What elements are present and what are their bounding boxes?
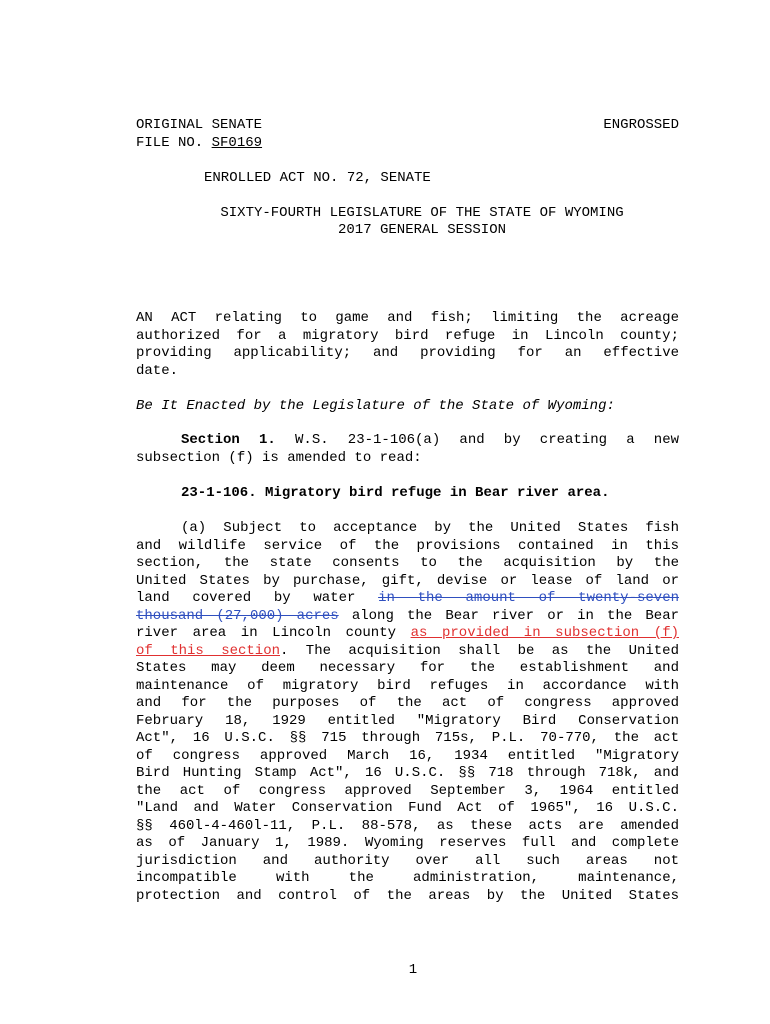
- body-line: section, the state consents to the acquisition by the: [136, 555, 679, 571]
- struck-text: thousand (27,000) acres: [136, 607, 339, 624]
- section-label: Section 1.: [181, 432, 276, 448]
- body-line: as of January 1, 1989. Wyoming reserves full and complete: [136, 835, 679, 851]
- section-1: [136, 432, 679, 467]
- act-title: [136, 310, 679, 380]
- legislature-line: SIXTY-FOURTH LEGISLATURE OF THE STATE OF WYOMING: [220, 205, 624, 221]
- body-line: protection and control of the areas by the United States: [136, 887, 679, 904]
- body-line: §§ 460l-4-460l-11, P.L. 88-578, as these acts are amended: [136, 817, 679, 834]
- body-line: (a) Subject to acceptance by the United States fish: [181, 520, 679, 536]
- page-number: 1: [408, 962, 418, 978]
- act-title-line: providing applicability; and providing for an effective: [136, 345, 679, 361]
- body-line: land covered by water in the amount of twenty-seven: [136, 590, 679, 606]
- body-line: February 18, 1929 entitled "Migratory Bird Conservation: [136, 712, 679, 729]
- body-line: the act of congress approved September 3, 1964 entitled: [136, 782, 679, 799]
- body-line: States may deem necessary for the establishment and: [136, 660, 679, 676]
- body-line: Bird Hunting Stamp Act", 16 U.S.C. §§ 718 through 718k, and: [136, 765, 679, 781]
- body-line: river area in Lincoln county as provided in subsection (f): [136, 625, 679, 641]
- file-number: SF0169: [211, 135, 263, 151]
- body-line: maintenance of migratory bird refuges in accordance with: [136, 677, 679, 694]
- body-line: and for the purposes of the act of congress approved: [136, 695, 679, 711]
- section-1-line: Section 1. W.S. 23-1-106(a) and by creating a new: [181, 432, 680, 448]
- act-title-line: date.: [136, 362, 179, 379]
- enrolled-act-line: ENROLLED ACT NO. 72, SENATE: [204, 170, 431, 186]
- body-line: Act", 16 U.S.C. §§ 715 through 715s, P.L. 70-770, the act: [136, 730, 679, 746]
- body-line: United States by purchase, gift, devise or lease of land or: [136, 572, 679, 589]
- statute-heading: 23-1-106. Migratory bird refuge in Bear river area.: [181, 485, 610, 501]
- body-line: jurisdiction and authority over all such areas not: [136, 852, 679, 869]
- body-line: "Land and Water Conservation Fund Act of 1965", 16 U.S.C.: [136, 800, 679, 816]
- body-line: of this section. The acquisition shall be as the United: [136, 642, 679, 659]
- original-senate-label: ORIGINAL SENATE: [136, 117, 263, 133]
- body-line: and wildlife service of the provisions contained in this: [136, 537, 679, 554]
- inserted-text: as provided in subsection (f): [410, 625, 679, 641]
- body-line: incompatible with the administration, maintenance,: [136, 870, 679, 886]
- struck-text: in the amount of twenty-seven: [378, 590, 679, 606]
- section-1-line: subsection (f) is amended to read:: [136, 449, 422, 466]
- body-line: of congress approved March 16, 1934 entitled "Migratory: [136, 747, 679, 764]
- body-line: thousand (27,000) acres along the Bear river or in the Bear: [136, 607, 679, 624]
- engrossed-label: ENGROSSED: [603, 117, 679, 133]
- inserted-text: of this section: [136, 642, 280, 659]
- act-title-line: authorized for a migratory bird refuge in Lincoln county;: [136, 327, 679, 344]
- act-title-line: AN ACT relating to game and fish; limiting the acreage: [136, 310, 679, 326]
- session-line: 2017 GENERAL SESSION: [337, 222, 507, 238]
- enacting-clause: Be It Enacted by the Legislature of the State of Wyoming:: [136, 398, 615, 414]
- file-number-line: [136, 135, 262, 152]
- file-label: FILE NO.: [136, 135, 204, 151]
- statute-body: [136, 520, 679, 905]
